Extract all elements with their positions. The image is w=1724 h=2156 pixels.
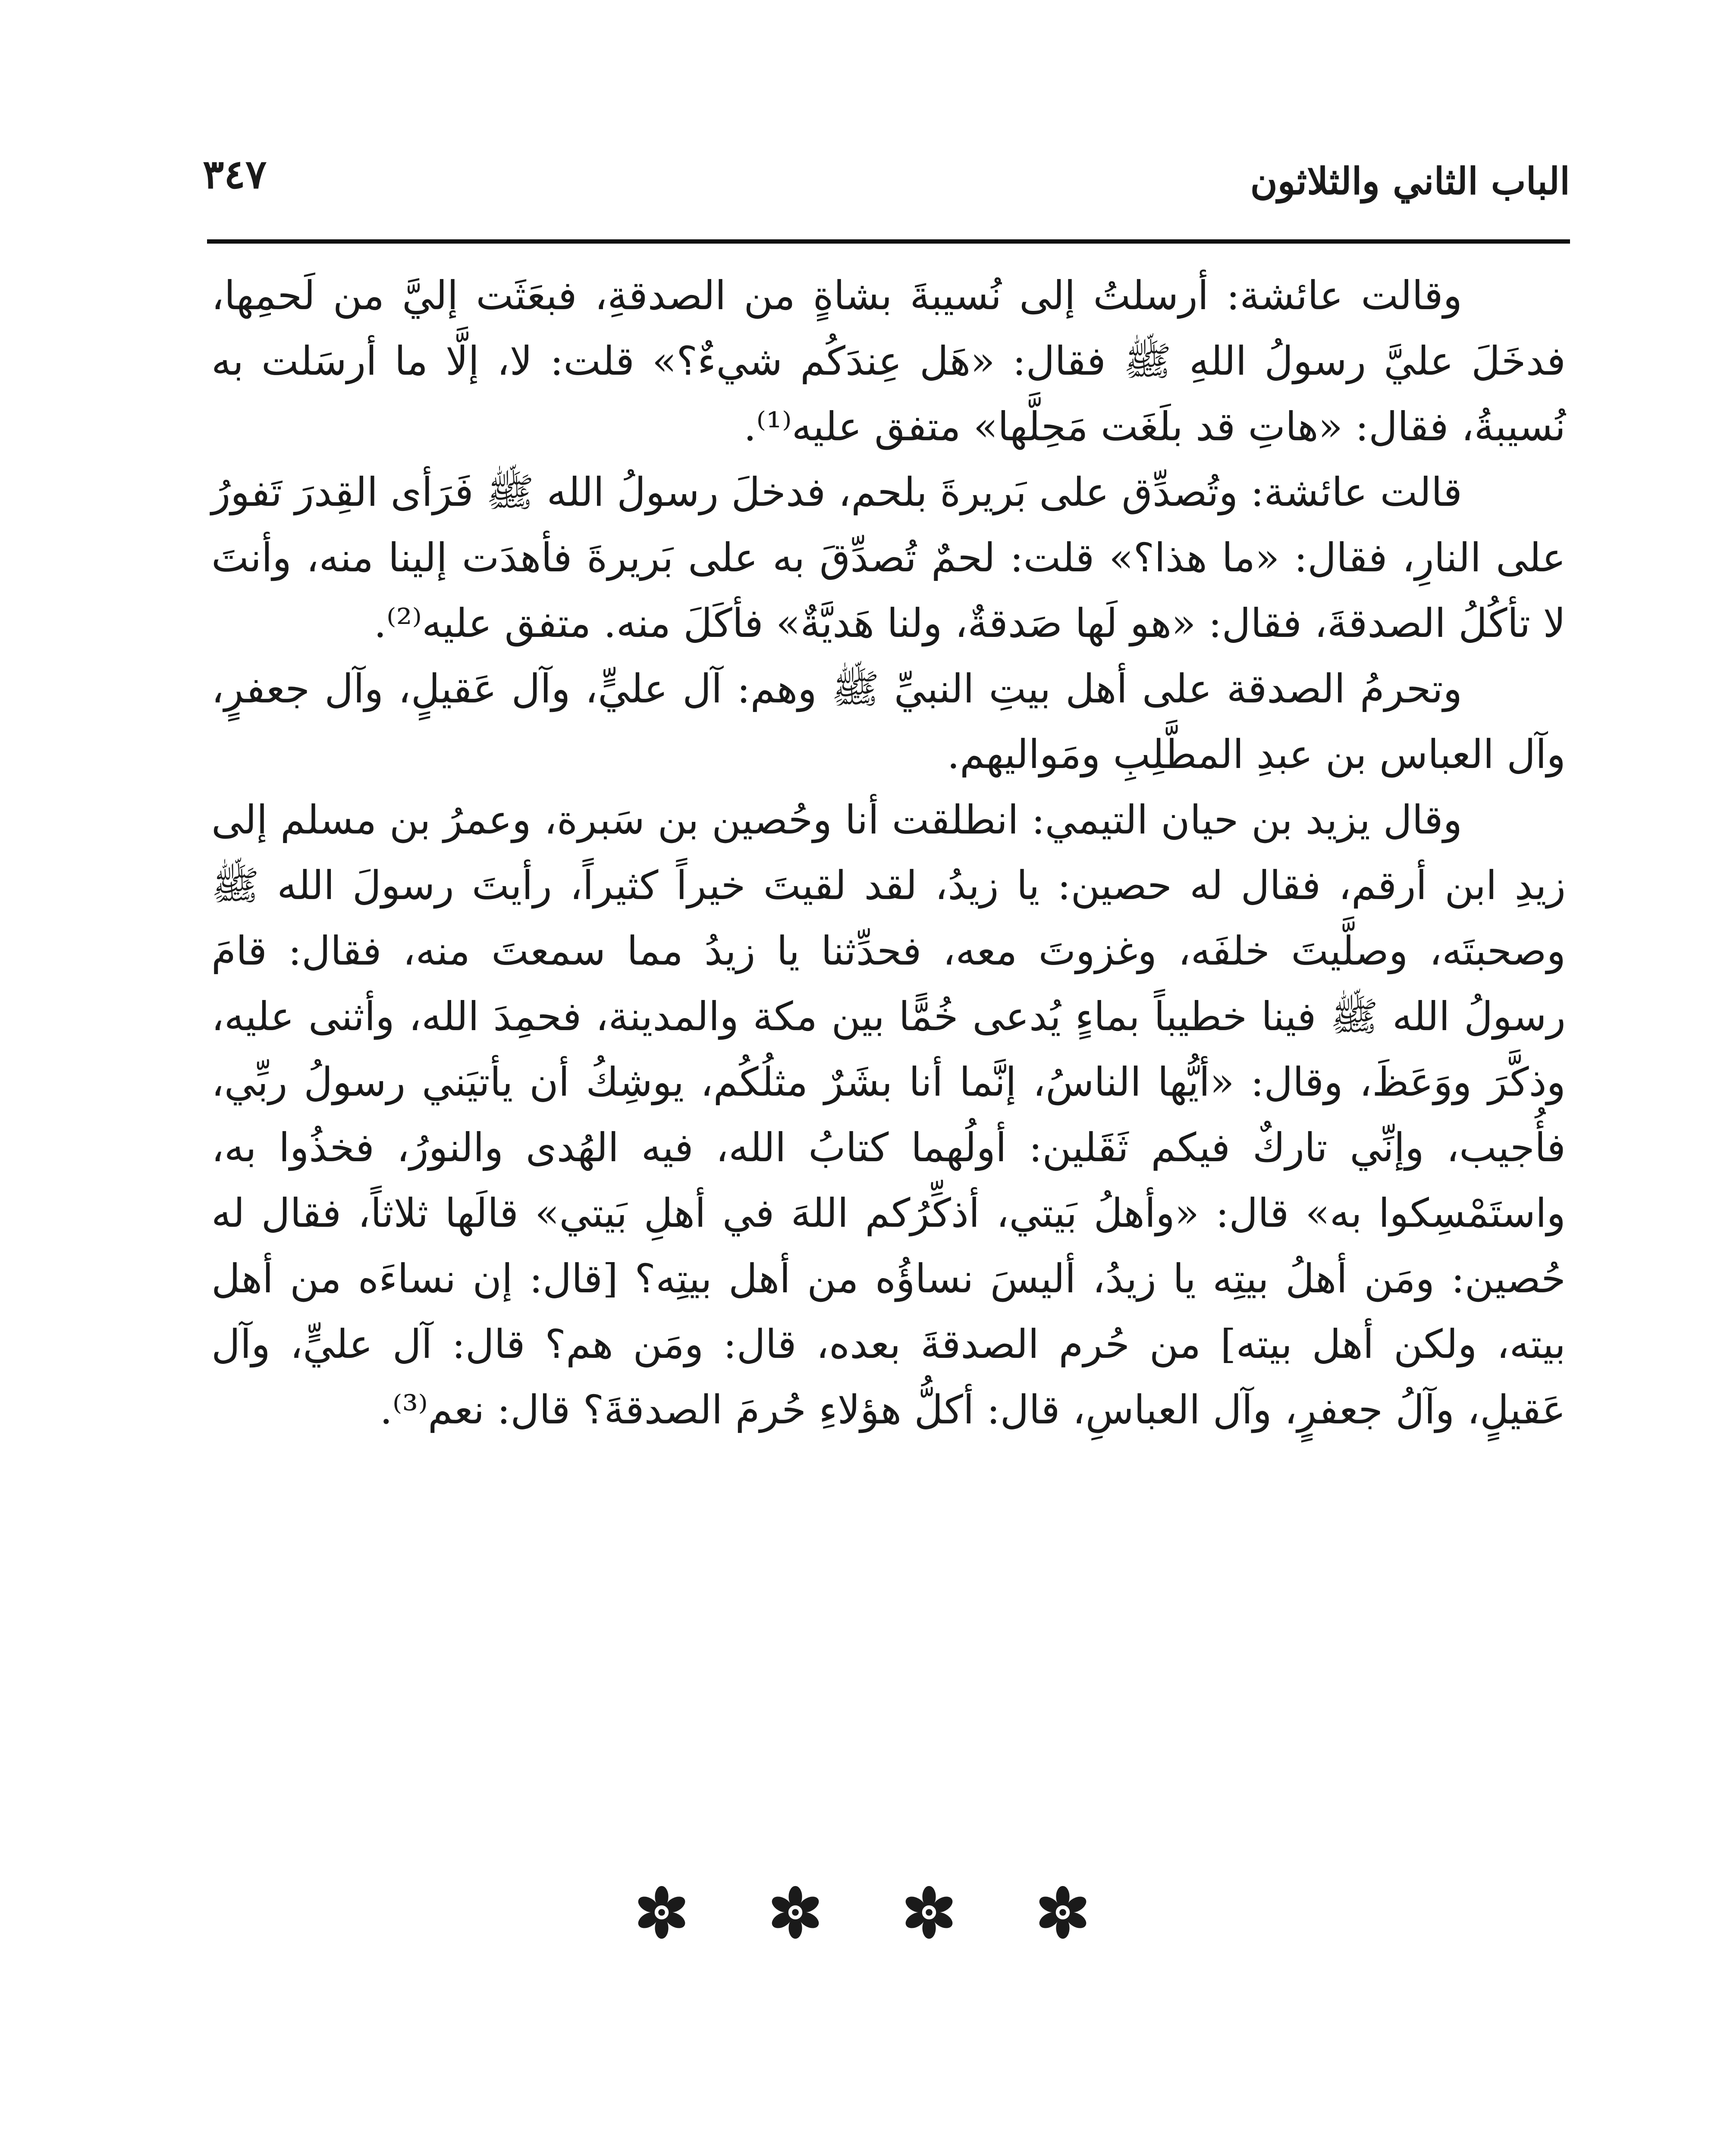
paragraph: وتحرمُ الصدقة على أهل بيتِ النبيِّ ﷺ وهم: آل عليٍّ، وآل عَقيلٍ، وآل جعفرٍ، وآل العباس بن عبدِ المطَّلِبِ ومَواليهم. — [211, 666, 1566, 777]
page-number: ٣٤٧ — [203, 151, 267, 197]
paragraph: قالت عائشة: وتُصدِّق على بَريرةَ بلحم، فدخلَ رسولُ الله ﷺ فَرَأى القِدرَ تَفورُ على النارِ، فقال: «ما هذا؟» قلت: لحمٌ تُصدِّقَ به على بَريرةَ فأهدَت إلينا منه، وأنتَ لا تأكُلُ الصدقةَ، فقال: «هو لَها صَدقةٌ، ولنا هَديَّةٌ» فأكَلَ منه. متفق عليه⁽²⁾. — [211, 469, 1566, 646]
running-header — [203, 142, 1570, 211]
floral-ornament-icon — [1035, 1884, 1091, 1940]
floral-ornament-icon — [901, 1884, 957, 1940]
section-ornaments — [0, 1884, 1724, 1940]
paragraph: وقالت عائشة: أرسلتُ إلى نُسيبةَ بشاةٍ من الصدقةِ، فبعَثَت إليَّ من لَحمِها، فدخَلَ عليَّ رسولُ اللهِ ﷺ فقال: «هَل عِندَكُم شيءٌ؟» قلت: لا، إلَّا ما أرسَلت به نُسيبةُ، فقال: «هاتِ قد بلَغَت مَحِلَّها» متفق عليه⁽¹⁾. — [211, 273, 1566, 450]
floral-ornament-icon — [634, 1884, 690, 1940]
chapter-title: الباب الثاني والثلاثون — [1250, 160, 1570, 203]
header-divider — [207, 239, 1570, 244]
main-text — [211, 263, 1566, 1443]
paragraph: وقال يزيد بن حيان التيمي: انطلقت أنا وحُصين بن سَبرة، وعمرُ بن مسلم إلى زيدِ ابن أرقم، فقال له حصين: يا زيدُ، لقد لقيتَ خيراً كثيراً، رأيتَ رسولَ الله ﷺ وصحبتَه، وصلَّيتَ خلفَه، وغزوتَ معه، فحدِّثنا يا زيدُ مما سمعتَ منه، فقال: قامَ رسولُ الله ﷺ فينا خطيباً بماءٍ يُدعى خُمًّا بين مكة والمدينة، فحمِدَ الله، وأثنى عليه، وذكَّرَ ووَعَظَ، وقال: «أيُّها الناسُ، إنَّما أنا بشَرٌ مثلُكُم، يوشِكُ أن يأتيَني رسولُ ربِّي، فأُجيب، وإنِّي تاركٌ فيكم ثَقَلين: أولُهما كتابُ الله، فيه الهُدى والنورُ، فخذُوا به، واستَمْسِكوا به» قال: «وأهلُ بَيتي، أذكِّرُكم اللهَ في أهلِ بَيتي» قالَها ثلاثاً، فقال له حُصين: ومَن أهلُ بيتِه يا زيدُ، أليسَ نساؤُه من أهل بيتِه؟ [قال: إن نساءَه من أهل بيته، ولكن أهل بيته] من حُرم الصدقةَ بعده، قال: ومَن هم؟ قال: آل عليٍّ، وآل عَقيلٍ، وآلُ جعفرٍ، وآل العباسِ، قال: أكلُّ هؤلاءِ حُرمَ الصدقةَ؟ قال: نعم⁽³⁾. — [211, 797, 1566, 1433]
floral-ornament-icon — [767, 1884, 823, 1940]
